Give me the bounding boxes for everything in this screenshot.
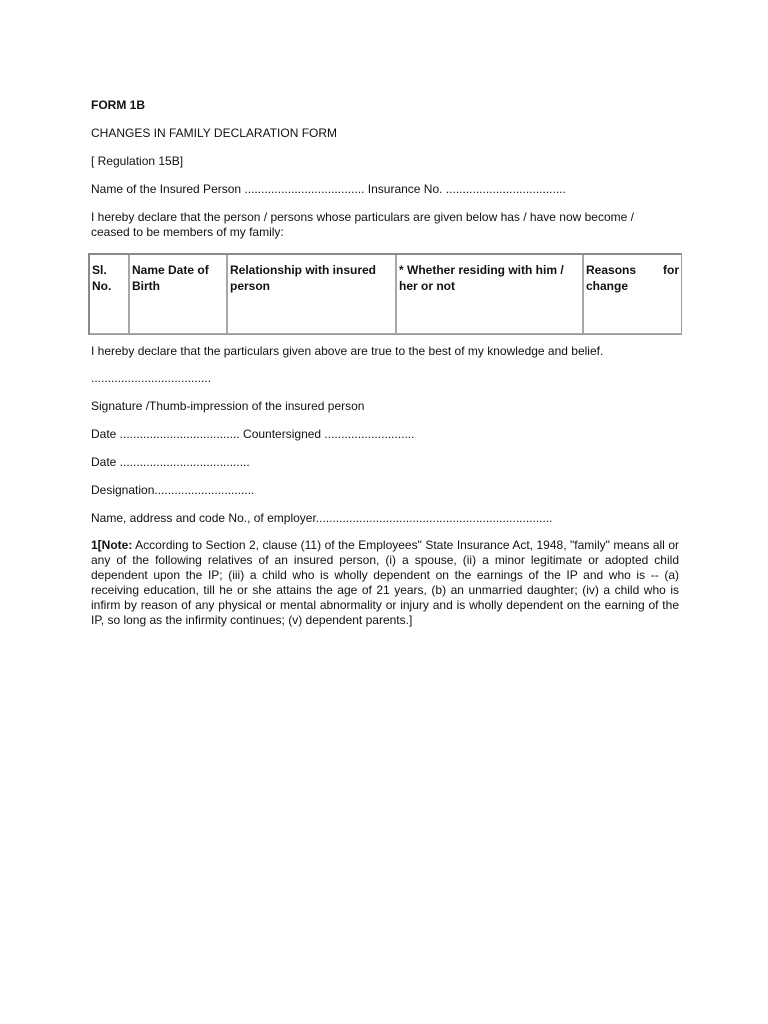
- employer-line: Name, address and code No., of employer.......................................................................: [91, 511, 553, 525]
- header-reasons: [584, 255, 681, 334]
- note-label: Note:: [101, 538, 133, 552]
- signature-label: Signature /Thumb-impression of the insured person: [91, 399, 365, 413]
- membership-declaration: I hereby declare that the person / persons whose particulars are given below has / have now become / ceased to be members of my family:: [91, 210, 634, 239]
- family-change-table: [88, 253, 682, 335]
- header-residing: * Whether residing with him / her or not: [397, 255, 584, 334]
- date-countersigned-line: Date .................................... Countersigned ...........................: [91, 427, 415, 441]
- header-sl-no: Sl. No.: [90, 255, 130, 334]
- insured-person-line: Name of the Insured Person .................................... Insurance No. ....................................: [91, 182, 566, 196]
- designation-line: Designation..............................: [91, 483, 255, 497]
- header-name-dob: Name Date of Birth: [130, 255, 228, 334]
- form-title: FORM 1B: [91, 98, 145, 112]
- date-line: Date .......................................: [91, 455, 250, 469]
- header-reasons-text: Reasons for change: [586, 263, 679, 293]
- truth-declaration: I hereby declare that the particulars given above are true to the best of my knowledge and belief.: [91, 344, 604, 358]
- note-prefix: 1[: [91, 538, 102, 552]
- signature-line: ....................................: [91, 371, 212, 385]
- table-header-row: [90, 255, 681, 334]
- form-subtitle: CHANGES IN FAMILY DECLARATION FORM: [91, 126, 338, 140]
- regulation-reference: [ Regulation 15B]: [91, 154, 184, 168]
- family-definition-note: [91, 538, 679, 628]
- note-text: According to Section 2, clause (11) of the Employees" State Insurance Act, 1948, "family" means all or any of the following relatives of an insured person, (i) a spouse, (ii) a minor legitimate or adopted child dependent upon the IP; (iii) a child who is wholly dependent on the earnings of the IP and who is -- (a) receiving education, till he or she attains the age of 21 years, (b) an unmarried daughter; (iv) a child who is infirm by reason of any physical or mental abnormality or injury and is wholly dependent on the earning of the IP, so long as the infirmity continues; (v) dependent parents.]: [91, 538, 679, 627]
- header-relationship: Relationship with insured person: [228, 255, 397, 334]
